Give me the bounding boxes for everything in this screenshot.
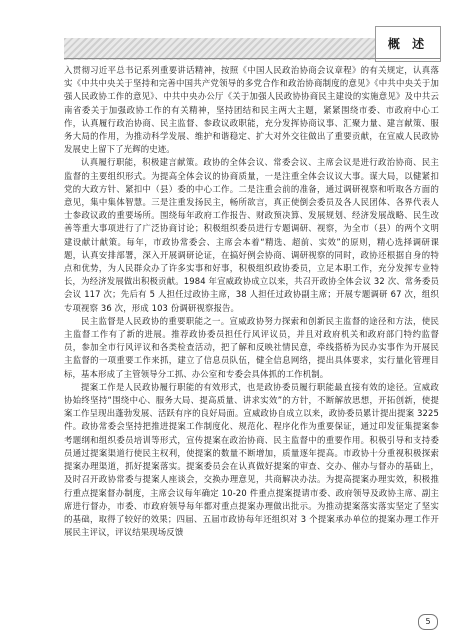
running-header [0,8,475,62]
paragraph-1: 入贯彻习近平总书记系列重要讲话精神，按照《中国人民政治协商会议章程》的有关规定，认真落实《中共中央关于坚持和完善中国共产党领导的多党合作和政治协商制度的意见》《中共中央关于加强人民政协工作的意见》、中共中央办公厅《关于加强人民政协协商民主建设的实施意见》及中共云南省委关于加强政协工作的有关精神，坚持团结和民主两大主题，紧紧围绕市委、市政府中心工作，认真履行政治协商、民主监督、参政议政职能，充分发挥协商议事、汇聚力量、建言献策、服务大局的作用，为推动科学发展、维护和谐稳定、扩大对外交往做出了重要贡献，在宣威人民政协发展史上留下了光辉的史迹。 [64,65,439,155]
paragraph-4: 提案工作是人民政协履行职能的有效形式，也是政协委员履行职能最直接有效的途径。宣威政协始终坚持“围绕中心、服务大局、提高质量、讲求实效”的方针，不断解放思想，开拓创新，使提案工作呈现出蓬勃发展、活跃有序的良好局面。宣威政协自成立以来，政协委员累计提出提案 3225 件。政协常委会坚持把推进提案工作制度化、规范化、程序化作为重要保证，通过印发征集提案参考题纲和组织委员培训等形式，宣传提案在政治协商、民主监督中的重要作用。积极引导和支持委员通过提案渠道行使民主权利，使提案的数量不断增加，质量逐年提高。市政协十分重视积极探索提案办理渠道，抓好提案落实。提案委员会在认真做好提案的审查、交办、催办与督办的基础上，及时召开政协常委与提案人座谈会，交换办理意见，共商解决办法。为提高提案办理实效，积极推行重点提案督办制度，主席会议每年确定 10-20 件重点提案提请市委、政府领导及政协主席、副主席进行督办，市委、市政府领导每年都对重点提案办理做出批示。为推动提案落实落实坚定了坚实的基础，取得了较好的效果；四届、五届市政协每年还组织对 3 个提案承办单位的提案办理工作开展民主评议，评议结果现场反馈 [64,381,439,538]
body-text [64,64,439,539]
paragraph-2: 认真履行职能，积极建言献策。政协的全体会议、常委会议、主席会议是进行政治协商、民主监督的主要组织形式。为提高全体会议的协商质量，一是注重全体会议议大事。谋大局，以健紧扣党的大政方针、紧扣中（县）委的中心工作。二是注重会前的准备，通过调研视察和听取各方面的意见，集中集体智慧。三是注重发扬民主，畅所欲言，真正使倒会委员及各人民团体、各界代表人士参政议政的重要场所。围绕每年政府工作报告、财政预决算、发展规划、经济发展战略、民生改善等重大事项进行了广泛协商讨论；积极组织委员进行专题调研、视察，为全市（县）的两个文明建设献计献策。每年，市政协常委会、主席会本着“精选、超前、实效”的原则，精心选择调研课题，认真安排部署，深入开展调研论证，在搞好例会协商、调研视察的同时，政协还根据自身的特点和优势，为人民群众办了许多实事和好事，积极组织政协委员，立足本职工作，充分发挥专业特长，为经济发展做出积极贡献。1984 年宣威政协成立以来，共召开政协全体会议 32 次、常务委员会议 117 次；先后有 5 人担任过政协主席，38 人担任过政协副主席；开展专题调研 67 次，组织专项视察 36 次，形成 103 份调研视察报告。 [64,157,439,313]
paragraph-3: 民主监督是人民政协的重要职能之一。宣威政协努力探索和创新民主监督的途径和方法，使民主监督工作有了新的进展。推荐政协委员担任行风评议员，并且对政府机关和政府部门特约监督员，参加全市行风评议和各类检查活动，把了解和反映社情民意，牵线搭桥为民办实事作为开展民主监督的一项重要工作来抓，建立了信息员队伍，健全信息网络，提出具体要求，实行量化管理目标，基本形成了主管领导分工抓、办公室和专委会具体抓的工作机制。 [64,315,439,379]
header-rule [64,58,440,59]
section-title-box [375,26,441,62]
page-number: 5 [418,614,438,630]
section-title: 概 述 [387,37,429,51]
